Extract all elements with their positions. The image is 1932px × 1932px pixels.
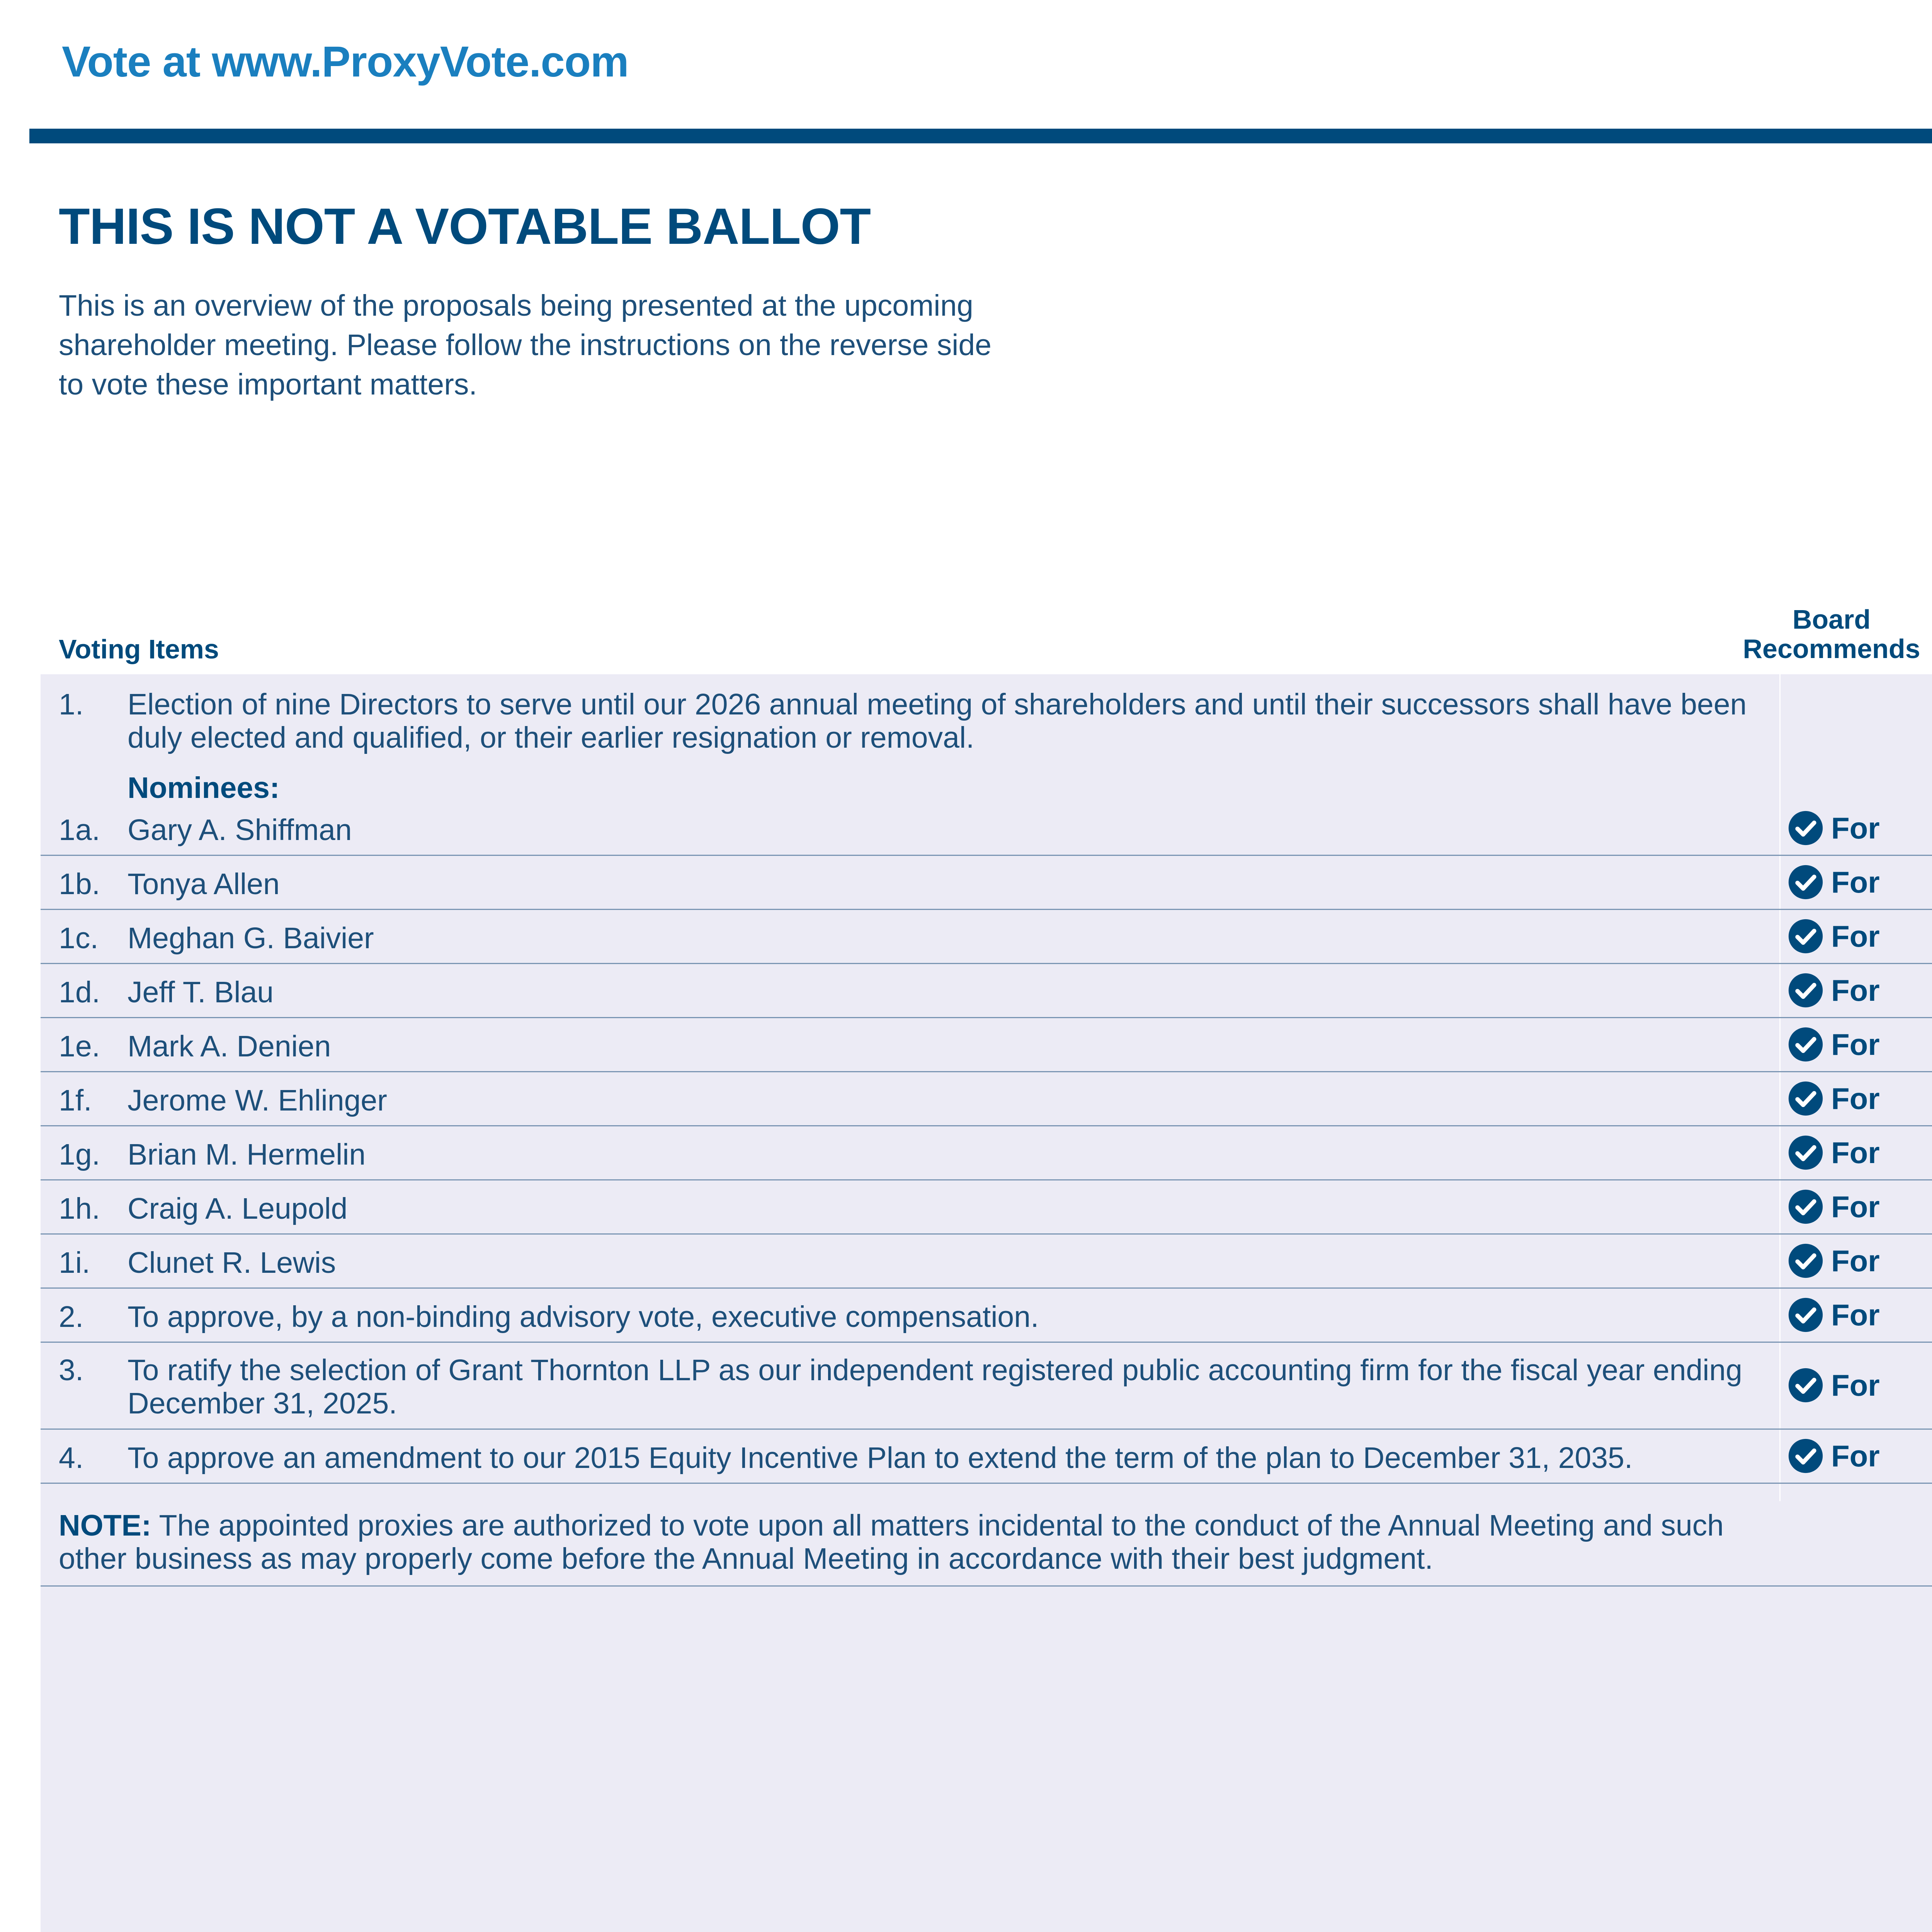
table-row [41,964,1932,1018]
note-label: NOTE: [59,1509,151,1542]
check-circle-icon [1788,973,1823,1008]
table-row [41,1235,1932,1289]
table-row [41,910,1932,964]
check-circle-icon [1788,1243,1823,1279]
recommendation-label: For [1831,1298,1880,1332]
item-text: Clunet R. Lewis [128,1246,336,1279]
recommendation-label: For [1831,973,1880,1007]
recommendation-label: For [1831,919,1880,953]
check-circle-icon [1788,1027,1823,1062]
item-number: 1d. [59,976,100,1009]
recommendation-label: For [1831,865,1880,899]
item-number: 1f. [59,1084,92,1117]
item-number: 4. [59,1441,84,1475]
item-number: 2. [59,1300,84,1333]
item-text: Jeff T. Blau [128,976,274,1009]
item-text: Craig A. Leupold [128,1192,348,1225]
intro-paragraph: This is an overview of the proposals being presented at the upcoming shareholder meeting. Please follow the instructions on the reverse side to vote these important matters. [59,289,992,401]
item-number: 1g. [59,1138,100,1171]
recommendation [1788,1080,1880,1117]
recommendation-label: For [1831,1027,1880,1061]
item-number: 1c. [59,922,99,955]
note-paragraph [59,1509,1770,1575]
check-circle-icon [1788,1438,1823,1474]
check-circle-icon [1788,1081,1823,1116]
item-number: 1b. [59,867,100,901]
recommendation-label: For [1831,1368,1880,1402]
table-row [41,1343,1932,1430]
item-text: To ratify the selection of Grant Thornton LLP as our independent registered public accounting firm for the fiscal year ending December 31, 2025. [128,1354,1742,1420]
item-text: Meghan G. Baivier [128,922,374,955]
column-header-board-recommends [1739,605,1924,663]
column-header-voting-items: Voting Items [59,634,219,664]
item-text: Jerome W. Ehlinger [128,1084,387,1117]
check-circle-icon [1788,918,1823,954]
recommendation [1788,1026,1880,1063]
recommendation-label: For [1831,811,1880,845]
table-row [41,1180,1932,1235]
item-number: 1e. [59,1030,100,1063]
recommendation-label: For [1831,1243,1880,1278]
item-text: Mark A. Denien [128,1030,331,1063]
item-number: 1a. [59,813,100,847]
table-row [41,1018,1932,1072]
item-text: Tonya Allen [128,867,280,901]
recommendation [1788,1134,1880,1171]
column-header-board-line1: Board [1792,604,1871,634]
note-text: The appointed proxies are authorized to vote upon all matters incidental to the conduct of the Annual Meeting and such other business as may properly come before the Annual Meeting in accordance with their best judgment. [59,1509,1724,1575]
table-row [41,1126,1932,1180]
recommendation [1788,918,1880,955]
header-vote-link[interactable]: Vote at www.ProxyVote.com [62,37,629,86]
recommendation [1788,1188,1880,1225]
recommendation [1788,810,1880,847]
table-row [41,856,1932,910]
check-circle-icon [1788,1297,1823,1333]
check-circle-icon [1788,864,1823,900]
item-text: To approve, by a non-binding advisory vote, executive compensation. [128,1300,1039,1333]
item-text: Gary A. Shiffman [128,813,352,847]
page-title: THIS IS NOT A VOTABLE BALLOT [59,198,871,255]
check-circle-icon [1788,810,1823,846]
table-row [41,1430,1932,1484]
recommendation-label: For [1831,1135,1880,1170]
nominees-label: Nominees: [128,771,280,804]
column-header-board-line2: Recommends [1743,634,1920,664]
item-text: To approve an amendment to our 2015 Equity Incentive Plan to extend the term of the plan to December 31, 2035. [128,1441,1633,1475]
item-number: 1. [59,688,84,721]
recommendation [1788,1242,1880,1279]
item-number: 3. [59,1354,84,1387]
header-rule [29,129,1932,143]
recommendation [1788,1367,1880,1404]
recommendation-label: For [1831,1439,1880,1473]
table-row [41,802,1932,856]
check-circle-icon [1788,1135,1823,1170]
note-rule [41,1585,1932,1587]
item-number: 1h. [59,1192,100,1225]
voting-items-panel [41,674,1932,1932]
recommendation [1788,1437,1880,1475]
recommendation-label: For [1831,1189,1880,1224]
recommendation [1788,972,1880,1009]
recommendation [1788,864,1880,901]
item-text: Brian M. Hermelin [128,1138,366,1171]
item-text: Election of nine Directors to serve until our 2026 annual meeting of shareholders and until their successors shall have been duly elected and qualified, or their earlier resignation or removal. [128,688,1747,754]
recommendation-label: For [1831,1081,1880,1116]
check-circle-icon [1788,1367,1823,1403]
table-row [41,1289,1932,1343]
item-number: 1i. [59,1246,90,1279]
table-row [41,1072,1932,1126]
check-circle-icon [1788,1189,1823,1225]
recommendation [1788,1296,1880,1333]
